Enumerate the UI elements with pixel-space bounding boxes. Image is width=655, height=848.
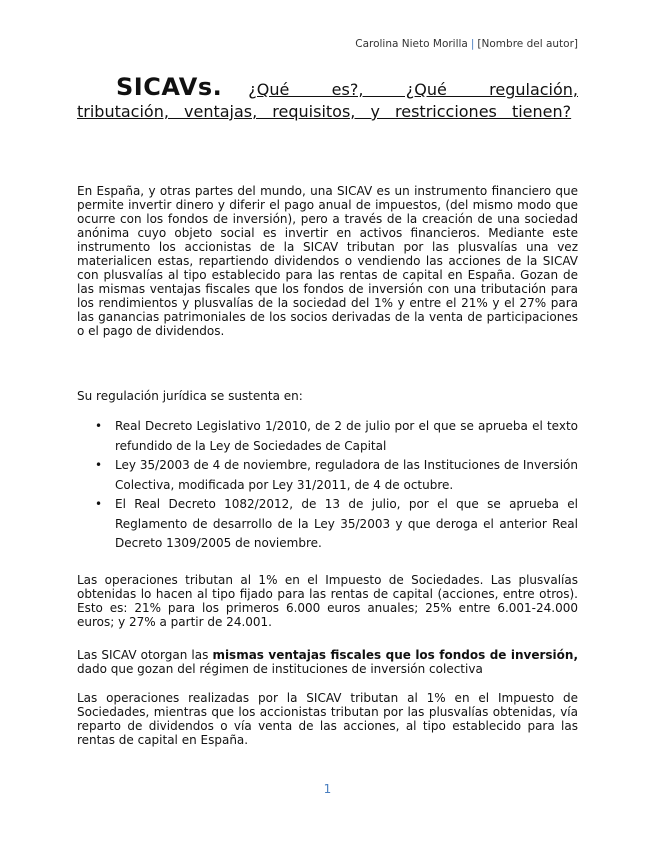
advantages-text-start: Las SICAV otorgan las	[77, 648, 213, 662]
paragraph-regulation-intro: Su regulación jurídica se sustenta en:	[77, 389, 303, 403]
advantages-bold-text: mismas ventajas fiscales que los fondos de inversión,	[212, 648, 578, 662]
page-number: 1	[323, 782, 332, 796]
list-item-text: Real Decreto Legislativo 1/2010, de 2 de julio por el que se aprueba el texto refundido de la Ley de Sociedades de Capital	[115, 419, 578, 453]
bullet-icon: •	[95, 497, 103, 511]
document-title	[77, 73, 578, 123]
list-item	[95, 417, 578, 456]
paragraph-advantages	[77, 648, 578, 676]
list-item	[95, 456, 578, 495]
header-author: Carolina Nieto Morilla	[355, 38, 468, 50]
list-item-text: Ley 35/2003 de 4 de noviembre, reguladora de las Instituciones de Inversión Colectiva, modificada por Ley 31/2011, de 4 de octubre.	[115, 458, 578, 492]
page-header	[355, 38, 578, 50]
header-author-placeholder: [Nombre del autor]	[477, 38, 578, 50]
bullet-icon: •	[95, 458, 103, 472]
advantages-text-end: dado que gozan del régimen de instituciones de inversión colectiva	[77, 662, 483, 676]
paragraph-operations: Las operaciones realizadas por la SICAV tributan al 1% en el Impuesto de Sociedades, mientras que los accionistas tributan por las plusvalías obtenidas, vía reparto de dividendos o vía venta de las acciones, al tipo establecido para las rentas de capital en España.	[77, 691, 578, 747]
title-main: SICAVs.	[116, 73, 223, 101]
paragraph-intro: En España, y otras partes del mundo, una SICAV es un instrumento financiero que permite invertir dinero y diferir el pago anual de impuestos, (del mismo modo que ocurre con los fondos de inversión), pero a través de la creación de una sociedad anónima cuyo objeto social es invertir en activos financieros. Mediante este instrumento los accionistas de la SICAV tributan por las plusvalías una vez materialicen estas, repartiendo dividendos o vendiendo las acciones de la SICAV con plusvalías al tipo establecido para las rentas de capital en España. Gozan de las mismas ventajas fiscales que los fondos de inversión con una tributación para los rendimientos y plusvalías de la sociedad del 1% y entre el 21% y el 27% para las ganancias patrimoniales de los socios derivadas de la venta de participaciones o el pago de dividendos.	[77, 184, 578, 338]
title-subtitle: ¿Qué es?, ¿Qué regulación, tributación, ventajas, requisitos, y restricciones tienen?	[77, 80, 578, 121]
bullet-icon: •	[95, 419, 103, 433]
regulation-list	[77, 417, 578, 554]
list-item-text: El Real Decreto 1082/2012, de 13 de julio, por el que se aprueba el Reglamento de desarrollo de la Ley 35/2003 y que deroga el anterior Real Decreto 1309/2005 de noviembre.	[115, 497, 578, 550]
list-item	[95, 495, 578, 554]
header-separator: |	[470, 38, 475, 50]
paragraph-taxation: Las operaciones tributan al 1% en el Impuesto de Sociedades. Las plusvalías obtenidas lo hacen al tipo fijado para las rentas de capital (acciones, entre otros). Esto es: 21% para los primeros 6.000 euros anuales; 25% entre 6.001-24.000 euros; y 27% a partir de 24.001.	[77, 573, 578, 629]
